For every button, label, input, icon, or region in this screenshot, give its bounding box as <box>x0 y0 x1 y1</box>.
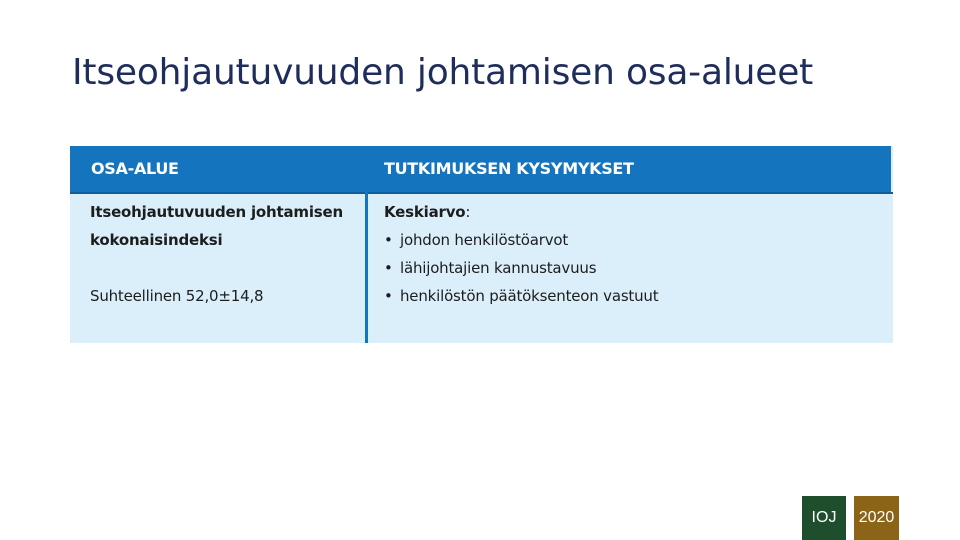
index-note: Suhteellinen 52,0±14,8 <box>90 287 264 305</box>
average-label-colon: : <box>465 203 471 221</box>
list-item: • lähijohtajien kannustavuus <box>384 254 874 282</box>
header-underline <box>70 192 893 194</box>
question-list <box>384 226 874 310</box>
spacer <box>90 254 360 282</box>
cell-osa-alue <box>90 198 360 310</box>
header-osa-alue: OSA-ALUE <box>70 146 366 192</box>
cell-kysymykset <box>384 198 874 310</box>
ioj-badge: IOJ <box>802 496 846 540</box>
list-item: • henkilöstön päätöksenteon vastuut <box>384 282 874 310</box>
list-item: • johdon henkilöstöarvot <box>384 226 874 254</box>
average-label: Keskiarvo <box>384 203 466 221</box>
header-tutkimuksen-kysymykset: TUTKIMUKSEN KYSYMYKSET <box>368 146 891 192</box>
index-name-line1: Itseohjautuvuuden johtamisen <box>90 203 343 221</box>
content-table <box>70 146 893 343</box>
column-divider <box>365 146 368 343</box>
average-label-row <box>384 198 874 226</box>
year-badge: 2020 <box>854 496 899 540</box>
index-name-line2: kokonaisindeksi <box>90 231 223 249</box>
slide-title: Itseohjautuvuuden johtamisen osa-alueet <box>72 52 814 93</box>
